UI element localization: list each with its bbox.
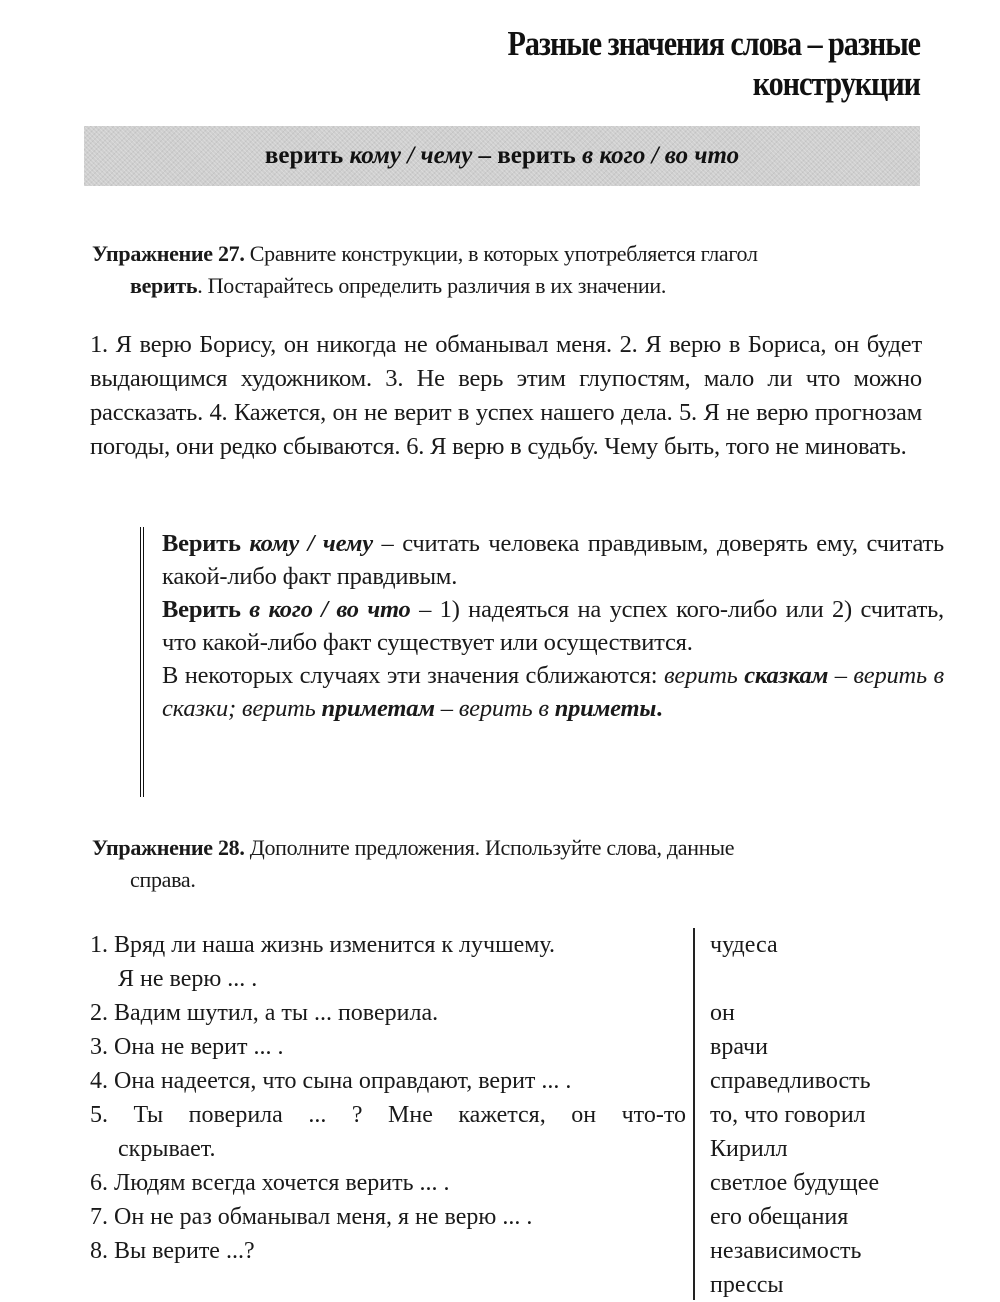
banner-dash: – bbox=[478, 142, 492, 169]
word-bank-item: чудеса bbox=[710, 932, 778, 958]
exercise-27-label: Упражнение 27. bbox=[92, 241, 245, 266]
example-word-omens: приметам bbox=[321, 695, 435, 722]
fill-sentence: 6. Людям всегда хочется верить ... . bbox=[90, 1170, 450, 1196]
definition-2-term: Верить bbox=[162, 596, 241, 623]
word-bank-item: он bbox=[710, 1000, 735, 1026]
fill-sentence: 5. Ты поверила ... ? Мне кажется, он что-то bbox=[90, 1102, 686, 1128]
exercise-27-instruction-1: Сравните конструкции, в которых употребляется глагол bbox=[249, 241, 758, 266]
fill-sentence: 1. Вряд ли наша жизнь изменится к лучшему. bbox=[90, 932, 556, 958]
definition-1-text: – считать человека правдивым, доверять ему, считать какой-либо факт правдивым. bbox=[162, 530, 944, 590]
definition-2-text: – 1) надеяться на успех кого-либо или 2) считать, что какой-либо факт существует или осуществится. bbox=[162, 596, 944, 656]
fill-sentence: 2. Вадим шутил, а ты ... поверила. bbox=[90, 1000, 439, 1026]
word-bank-item: независимость bbox=[710, 1238, 862, 1264]
fill-sentence: 8. Вы верите ...? bbox=[90, 1238, 255, 1264]
banner-construction-1: кому / чему bbox=[349, 142, 473, 169]
word-bank bbox=[710, 928, 930, 1302]
example-sentences: 1. Я верю Борису, он никогда не обманывал меня. 2. Я верю в Бориса, он будет выдающимся художником. 3. Не верь этим глупостям, мало ли что можно рассказать. 4. Кажется, он не верит в успех нашего дела. 5. Я не верю прогнозам погоды, они редко сбываются. 6. Я верю в судьбу. Чему быть, того не миновать. bbox=[90, 331, 922, 460]
definition-1 bbox=[162, 527, 944, 593]
word-bank-item: прессы bbox=[710, 1272, 784, 1298]
rule-note-text: В некоторых случаях эти значения сближаются: bbox=[162, 662, 664, 689]
word-bank-item: то, что говорил bbox=[710, 1102, 866, 1128]
definition-1-construction: кому / чему bbox=[249, 530, 373, 557]
exercise-27-heading bbox=[92, 238, 922, 302]
word-bank-item: Кирилл bbox=[710, 1136, 788, 1162]
fill-sentence: 4. Она надеется, что сына оправдают, верит ... . bbox=[90, 1068, 572, 1094]
topic-banner bbox=[84, 126, 920, 186]
word-bank-item: врачи bbox=[710, 1034, 768, 1060]
exercise-28-label: Упражнение 28. bbox=[92, 835, 245, 860]
example-word-omens-2: приметы bbox=[554, 695, 657, 722]
exercise-28-instruction-1: Дополните предложения. Используйте слова, данные bbox=[249, 835, 735, 860]
fill-sentence: 7. Он не раз обманывал меня, я не верю ... . bbox=[90, 1204, 533, 1230]
banner-verb-2: верить bbox=[497, 142, 576, 169]
banner-verb-1: верить bbox=[264, 142, 344, 169]
example-end: . bbox=[656, 695, 663, 722]
column-divider bbox=[693, 928, 695, 1300]
definition-2-construction: в кого / во что bbox=[249, 596, 411, 623]
fill-sentence-continuation: Я не верю ... . bbox=[118, 966, 258, 992]
rule-note bbox=[162, 659, 944, 725]
exercise-28-instruction-2: справа. bbox=[130, 867, 196, 892]
page-title: Разные значения слова – разные конструкции bbox=[507, 24, 920, 103]
fill-sentences bbox=[90, 928, 690, 1268]
word-bank-item: справедливость bbox=[710, 1068, 871, 1094]
exercise-28-heading bbox=[92, 832, 922, 896]
example-verb: верить bbox=[663, 662, 738, 689]
banner-construction-2: в кого / во что bbox=[581, 142, 740, 169]
word-bank-spacer bbox=[710, 962, 930, 996]
word-bank-item: светлое будущее bbox=[710, 1170, 880, 1196]
exercise-27-keyword: верить bbox=[130, 273, 198, 298]
exercise-27-instruction-2: . Постарайтесь определить различия в их значении. bbox=[197, 273, 667, 298]
example-phrase-1: – верить в сказки; верить bbox=[162, 662, 944, 722]
definition-2 bbox=[162, 593, 944, 659]
fill-sentence: 3. Она не верит ... . bbox=[90, 1034, 284, 1060]
example-phrase-2: – верить в bbox=[434, 695, 555, 722]
example-word-fairytales: сказкам bbox=[744, 662, 829, 689]
rule-box bbox=[140, 527, 944, 797]
word-bank-item: его обещания bbox=[710, 1204, 849, 1230]
fill-sentence-continuation: скрывает. bbox=[118, 1136, 216, 1162]
definition-1-term: Верить bbox=[162, 530, 241, 557]
